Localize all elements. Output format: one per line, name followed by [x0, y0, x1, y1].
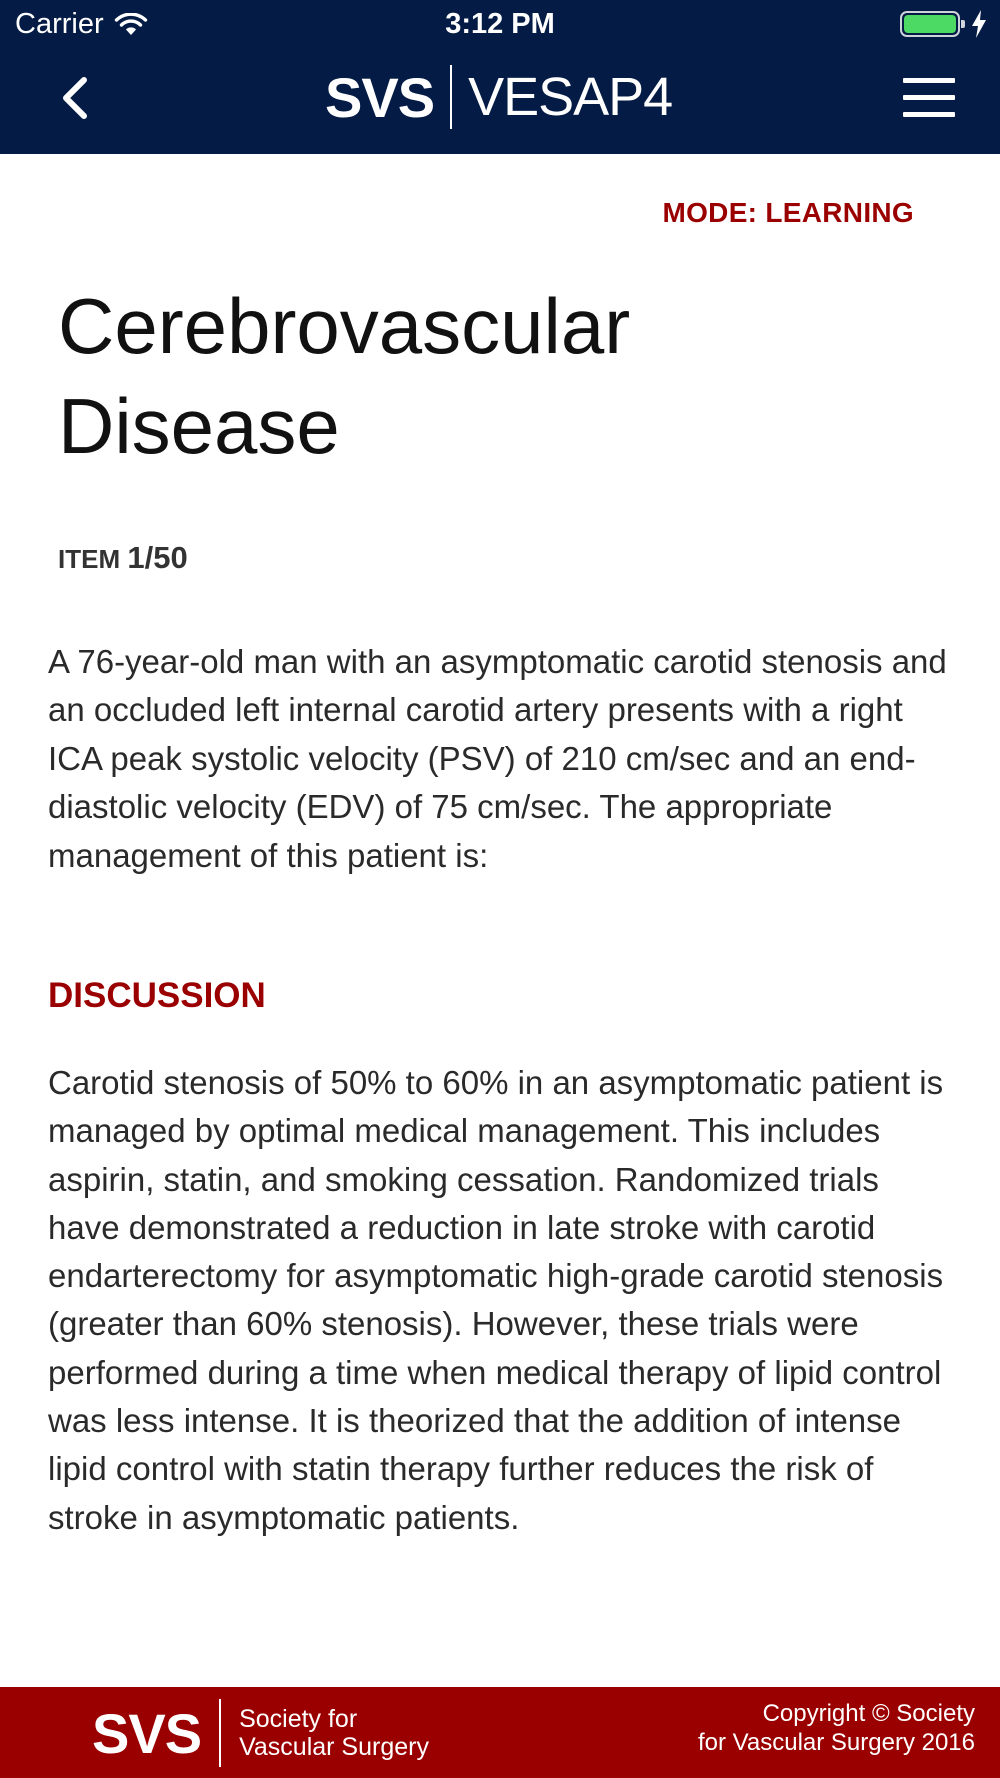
- logo-svs-text: SVS: [325, 65, 435, 129]
- item-label: ITEM: [58, 544, 121, 574]
- app-logo: [325, 62, 672, 132]
- question-text: A 76-year-old man with an asymptomatic carotid stenosis and an occluded left internal carotid artery presents with a right ICA peak systolic velocity (PSV) of 210 cm/sec and an end-diastolic velocity (EDV) of 75 cm/sec. The appropriate management of this patient is:: [48, 643, 947, 874]
- battery-icon: [900, 11, 960, 37]
- mode-label: MODE: LEARNING: [662, 197, 914, 228]
- discussion-text: Carotid stenosis of 50% to 60% in an asymptomatic patient is managed by optimal medical management. This includes aspirin, statin, and smoking cessation. Randomized trials have demonstrated a reduction in late stroke with carotid endarterectomy for asymptomatic high-grade carotid stenosis (greater than 60% stenosis). However, these trials were performed during a time when medical therapy of lipid control was less intense. It is theorized that the addition of intense lipid control with statin therapy further reduces the risk of stroke in asymptomatic patients.: [48, 1064, 944, 1536]
- status-time: 3:12 PM: [445, 8, 555, 40]
- logo-product-text: VESAP4: [468, 67, 673, 127]
- navigation-bar: [0, 50, 1000, 154]
- title-line: Disease: [58, 382, 340, 470]
- menu-button[interactable]: [903, 78, 955, 118]
- logo-divider: [450, 65, 452, 129]
- status-bar: [0, 0, 1000, 50]
- carrier-name: Carrier: [15, 8, 104, 40]
- app-header: [0, 0, 1000, 154]
- chevron-left-icon: [60, 76, 90, 120]
- title-line: Cerebrovascular: [58, 282, 631, 370]
- footer-logo-svs: SVS: [92, 1701, 202, 1765]
- copyright-text: Copyright © Society for Vascular Surgery 2016: [697, 1700, 975, 1756]
- footer-org-name: Society for Vascular Surgery: [239, 1705, 429, 1761]
- item-count: 1/50: [127, 540, 188, 575]
- charging-bolt-icon: [970, 9, 988, 39]
- footer-logo: [92, 1695, 429, 1771]
- footer: [0, 1687, 1000, 1778]
- discussion-heading: DISCUSSION: [48, 976, 266, 1015]
- item-counter: [58, 540, 188, 576]
- hamburger-icon: [903, 78, 955, 83]
- back-button[interactable]: [50, 70, 100, 126]
- page-title: [58, 276, 818, 476]
- footer-logo-divider: [219, 1699, 221, 1767]
